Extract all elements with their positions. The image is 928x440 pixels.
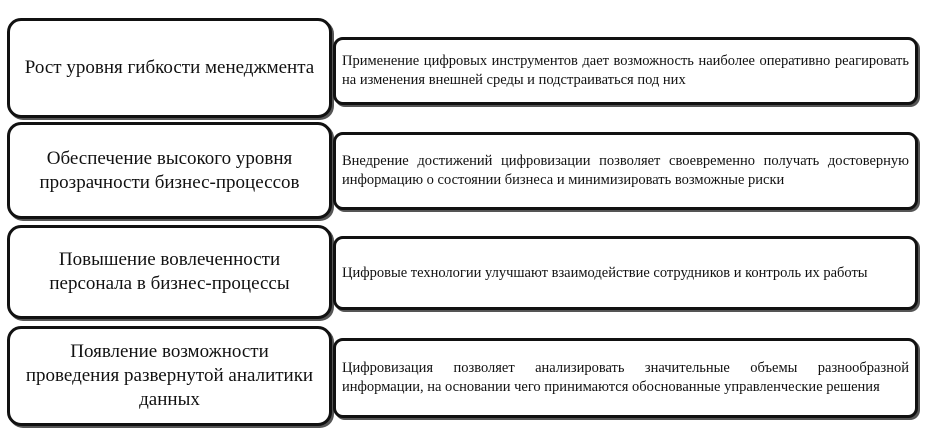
factor-label: Повышение вовлеченности персонала в бизнес-процессы [49,249,290,294]
description-box-process-transparency [333,132,918,210]
description-text: Цифровизация позволяет анализировать значительные объемы разнообразной информации, на основании чего принимаются обоснованные управленческие решения [342,360,909,395]
description-text: Применение цифровых инструментов дает возможность наиболее оперативно реагировать на изменения внешней среды и подстраиваться под них [342,53,909,88]
description-box-management-flexibility [333,37,918,105]
factor-box-data-analytics [7,326,332,426]
factor-box-management-flexibility [7,18,332,118]
description-box-data-analytics [333,338,918,418]
factor-label: Обеспечение высокого уровня прозрачности бизнес-процессов [39,147,300,193]
description-text: Цифровые технологии улучшают взаимодействие сотрудников и контроль их работы [342,264,868,281]
factor-label: Рост уровня гибкости менеджмента [24,57,315,78]
factor-box-process-transparency [7,122,332,219]
factor-label: Появление возможности проведения развернутой аналитики данных [25,341,314,410]
description-text: Внедрение достижений цифровизации позволяет своевременно получать достоверную информацию о состоянии бизнеса и минимизировать возможные риски [342,153,909,188]
factor-box-staff-involvement [7,225,332,319]
description-box-staff-involvement [333,236,918,310]
